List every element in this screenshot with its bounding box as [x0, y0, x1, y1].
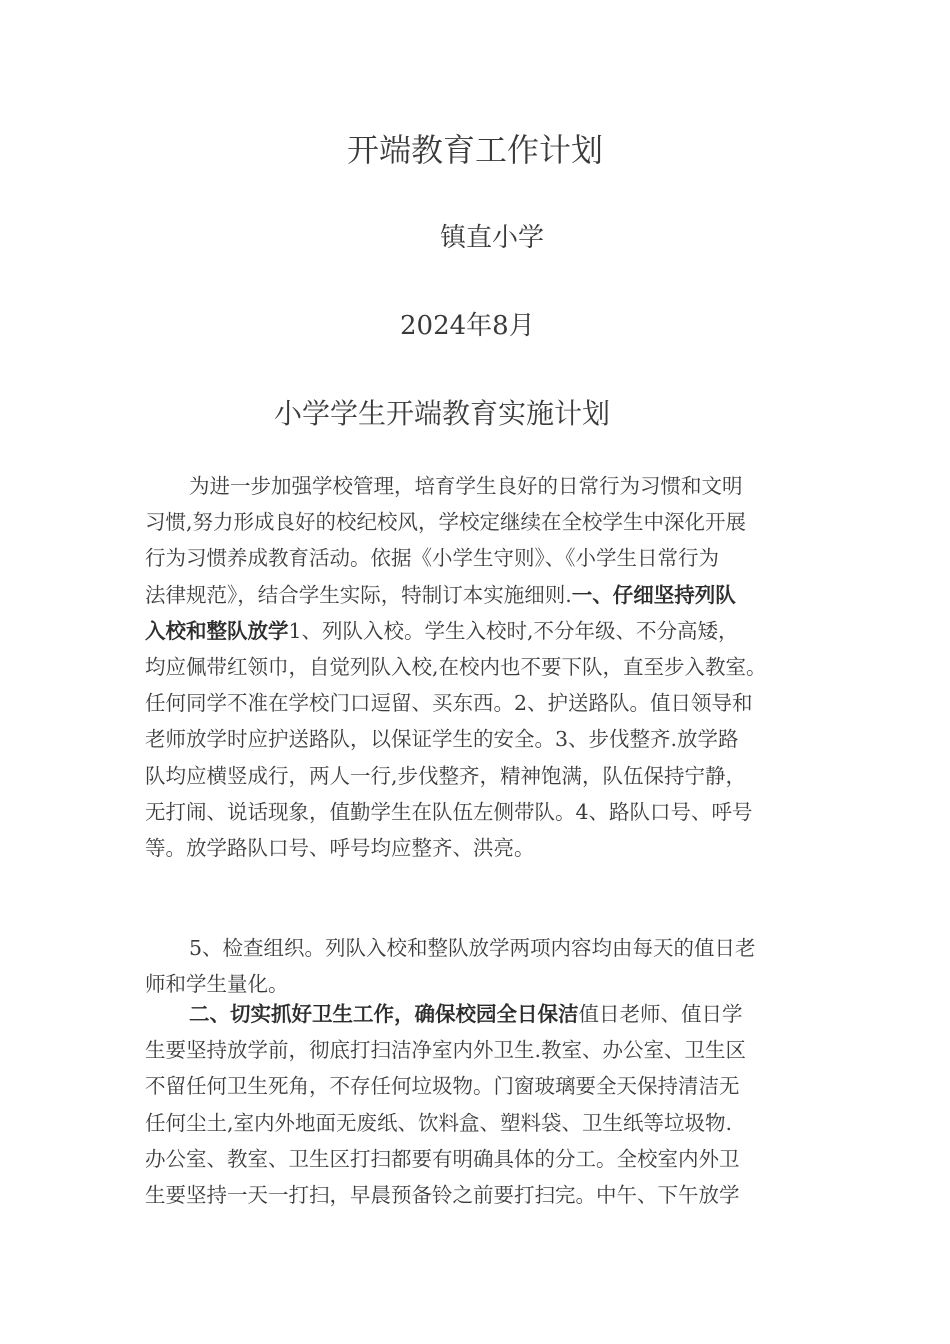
text-line [145, 577, 805, 613]
paragraph-intro [145, 468, 805, 866]
text-line: 为进一步加强学校管理，培育学生良好的日常行为习惯和文明 [189, 474, 743, 498]
text-line: 不留任何卫生死角，不存任何垃圾物。门窗玻璃要全天保持清洁无 [145, 1074, 740, 1099]
paragraph-hygiene [145, 996, 805, 1213]
text-line: 均应佩带红领巾，自觉列队入校,在校内也不要下队，直至步入教室。 [145, 655, 767, 680]
text-line: 行为习惯养成教育活动。依据《小学生守则》、《小学生日常行为 [145, 546, 719, 571]
text-line: 办公室、教室、卫生区打扫都要有明确具体的分工。全校室内外卫 [145, 1146, 740, 1171]
text-line: 老师放学时应护送路队，以保证学生的安全。3、步伐整齐.放学路 [145, 727, 739, 752]
document-subtitle: 小学学生开端教育实施计划 [274, 397, 611, 430]
text-line: 任何同学不准在学校门口逗留、买东西。2、护送路队。值日领导和 [145, 691, 753, 716]
text-line [145, 613, 805, 649]
text-line: 队均应横竖成行，两人一行,步伐整齐，精神饱满，队伍保持宁静， [145, 763, 747, 788]
document-title: 开端教育工作计划 [346, 131, 603, 169]
text-line: 习惯,努力形成良好的校纪校风，学校定继续在全校学生中深化开展 [145, 510, 747, 535]
text-line: 任何尘土,室内外地面无废纸、饮料盒、塑料袋、卫生纸等垃圾物. [145, 1110, 733, 1135]
section-heading-2: 二、切实抓好卫生工作，确保校园全日保洁 [189, 1002, 579, 1026]
paragraph-inspection [145, 930, 805, 1002]
section-heading-1-end: 入校和整队放学 [145, 618, 289, 643]
text-line: 5、检查组织。列队入校和整队放学两项内容均由每天的值日老 [189, 936, 756, 960]
text-line: 无打闹、说话现象，值勤学生在队伍左侧带队。4、路队口号、呼号 [145, 799, 753, 824]
text-segment: 值日老师、值日学 [578, 1002, 743, 1026]
text-segment: 法律规范》，结合学生实际，特制订本实施细则. [145, 582, 572, 607]
text-segment: 1、列队入校。学生入校时,不分年级、不分高矮， [288, 618, 739, 643]
text-line: 等。放学路队口号、呼号均应整齐、洪亮。 [145, 836, 535, 861]
document-date: 2024年8月 [400, 311, 535, 341]
school-name: 镇直小学 [440, 223, 545, 253]
text-line: 师和学生量化。 [145, 972, 289, 997]
section-heading-1-start: 一、仔细坚持列队 [571, 582, 736, 607]
text-line: 生要坚持放学前，彻底打扫洁净室内外卫生.教室、办公室、卫生区 [145, 1038, 747, 1063]
text-line: 生要坚持一天一打扫，早晨预备铃之前要打扫完。中午、下午放学 [145, 1183, 740, 1208]
text-line [145, 996, 805, 1032]
